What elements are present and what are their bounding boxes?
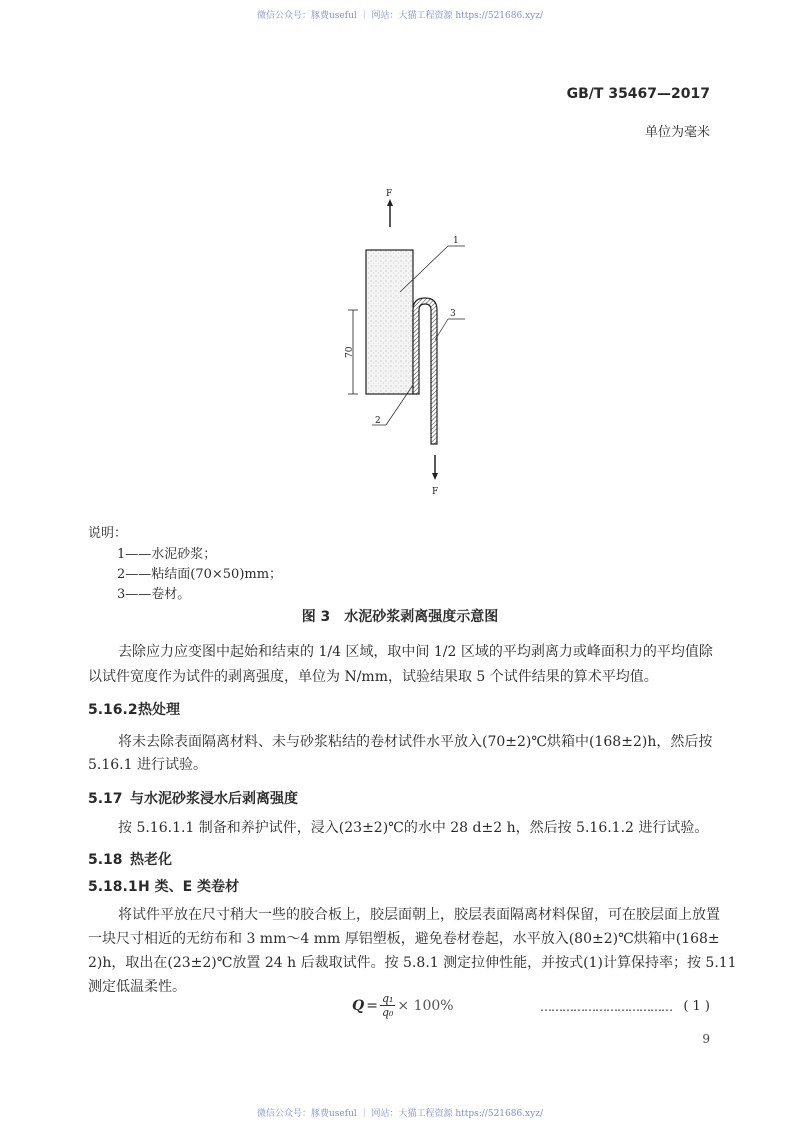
formula-leader: ………………………………: [540, 1000, 672, 1014]
cement-mortar-block: [366, 250, 413, 394]
force-arrow-down: [432, 455, 438, 497]
formula-1: Q = $\frac{\text{q₁}}{\text{q₀}}$ × 100%: [352, 992, 454, 1019]
figure-caption: 图 3 水泥砂浆剥离强度示意图: [301, 609, 499, 625]
paragraph-line: 2)h，取出在(23±2)℃放置 24 h 后裁取试件。按 5.8.1 测定拉伸性能，并按式(1)计算保持率；按 5.11: [88, 955, 737, 971]
paragraph-line: 以试件宽度作为试件的剥离强度，单位为 N/mm，试验结果取 5 个试件结果的算术平均值。: [88, 669, 658, 685]
watermark-bottom: 微信公众号：豚费useful ｜ 网站：大猫工程资源 https://521686.xyz/: [257, 1109, 543, 1119]
section-heading-5-17: 5.17 与水泥砂浆浸水后剥离强度: [88, 791, 298, 807]
section-heading-5-16-2: 5.16.2热处理: [88, 702, 180, 718]
standard-code: GB/T 35467—2017: [566, 86, 710, 102]
force-label-top: F: [386, 189, 393, 199]
paragraph-line: 按 5.16.1.1 制备和养护试件，浸入(23±2)℃的水中 28 d±2 h，然后按 5.16.1.2 进行试验。: [118, 820, 709, 836]
section-heading-5-18: 5.18 热老化: [88, 852, 172, 868]
paragraph-line: 5.16.1 进行试验。: [88, 757, 207, 773]
peel-strength-diagram: [320, 180, 480, 500]
callout-3: 3: [450, 309, 456, 319]
legend-item: 1——水泥砂浆；: [117, 547, 217, 562]
section-heading-5-18-1: 5.18.1H 类、E 类卷材: [88, 879, 240, 895]
paragraph-line: 测定低温柔性。: [88, 979, 186, 995]
paragraph-line: 将试件平放在尺寸稍大一些的胶合板上，胶层面朝上，胶层表面隔离材料保留，可在胶层面上放置: [118, 907, 720, 923]
legend-item: 2——粘结面(70×50)mm；: [117, 567, 283, 582]
paragraph-line: 将未去除表面隔离材料、未与砂浆粘结的卷材试件水平放入(70±2)℃烘箱中(168±2)h，然后按: [118, 734, 713, 750]
legend-title: 说明：: [88, 526, 128, 541]
page-number: 9: [702, 1032, 710, 1046]
force-label-bottom: F: [432, 487, 439, 497]
watermark-top: 微信公众号：豚费useful ｜ 网站：大猫工程资源 https://521686.xyz/: [257, 11, 543, 21]
dimension-70: [345, 310, 358, 394]
callout-1: 1: [453, 236, 459, 246]
legend-item: 3——卷材。: [117, 587, 191, 602]
force-arrow-up: [386, 189, 393, 227]
paragraph-line: 去除应力应变图中起始和结束的 1/4 区域，取中间 1/2 区域的平均剥离力或峰面积力的平均值除: [118, 644, 713, 660]
paragraph-line: 一块尺寸相近的无纺布和 3 mm～4 mm 厚铝塑板，避免卷材卷起，水平放入(80±2)℃烘箱中(168±: [88, 931, 720, 947]
callout-2: 2: [375, 416, 381, 426]
dimension-label: 70: [345, 346, 355, 358]
membrane-strip: [413, 298, 437, 444]
formula-number: ( 1 ): [683, 999, 710, 1014]
unit-note: 单位为毫米: [644, 125, 710, 140]
